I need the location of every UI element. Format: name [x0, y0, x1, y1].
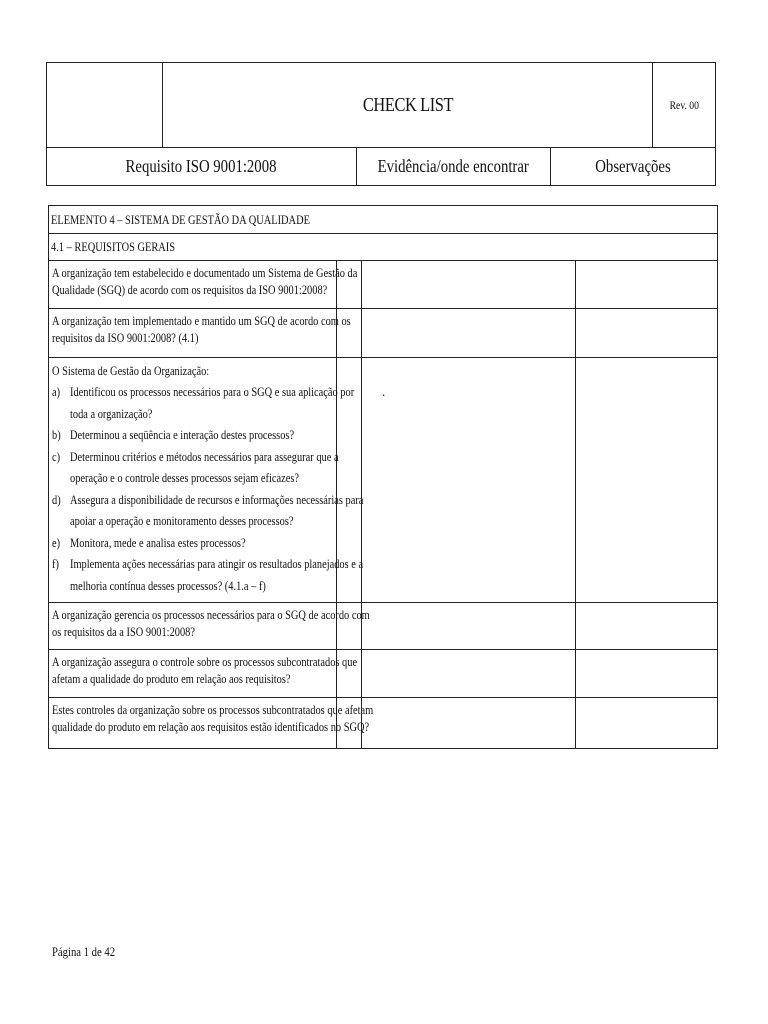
question-text: A organização gerencia os processos necessários para o SGQ de acordo com os requisitos da a ISO 9001:2008?	[49, 603, 337, 649]
header-title-row	[47, 63, 715, 148]
question-gap-cell	[337, 309, 362, 357]
question-text: A organização tem implementado e mantido um SGQ de acordo com os requisitos da ISO 9001:2008? (4.1)	[49, 309, 337, 357]
evidence-cell[interactable]	[362, 309, 576, 357]
revision-cell	[652, 63, 715, 147]
question-gap-cell	[337, 603, 362, 649]
checklist-table	[48, 205, 718, 749]
column-header-requirement: Requisito ISO 9001:2008	[47, 148, 357, 185]
subsection-title: 4.1 – REQUISITOS GERAIS	[51, 239, 176, 254]
question-row	[49, 603, 717, 650]
question-row-list	[49, 358, 717, 603]
evidence-cell[interactable]	[362, 650, 576, 697]
list-intro: O Sistema de Gestão da Organização:	[52, 363, 210, 378]
list-item: c) Determinou critérios e métodos necessários para assegurar que a operação e o controle desses processos sejam eficazes?	[52, 448, 339, 485]
question-gap-cell	[337, 650, 362, 697]
evidence-cell[interactable]	[362, 603, 576, 649]
question-gap-cell	[337, 358, 362, 602]
column-header-row	[47, 148, 715, 185]
section-heading-element	[49, 206, 717, 234]
revision-label: Rev. 00	[669, 97, 699, 112]
question-gap-cell	[337, 698, 362, 748]
observations-cell[interactable]	[576, 650, 719, 697]
column-header-evidence: Evidência/onde encontrar	[357, 148, 551, 185]
observations-cell[interactable]	[576, 309, 719, 357]
question-text: Estes controles da organização sobre os processos subcontratados que afetam qualidade do produto em relação aos requisitos estão identificados no SGQ?	[49, 698, 337, 748]
observations-cell[interactable]	[576, 358, 719, 602]
list-item: a) Identificou os processos necessários para o SGQ e sua aplicação por toda a organização?	[52, 384, 355, 421]
question-row	[49, 698, 717, 748]
question-gap-cell	[337, 261, 362, 308]
question-row	[49, 650, 717, 698]
question-row	[49, 309, 717, 358]
question-row	[49, 261, 717, 309]
list-item: d) Assegura a disponibilidade de recursos e informações necessárias para apoiar a operação e monitoramento desses processos?	[52, 491, 364, 528]
observations-cell[interactable]	[576, 261, 719, 308]
evidence-cell[interactable]	[362, 261, 576, 308]
list-item: f) Implementa ações necessárias para atingir os resultados planejados e a melhoria contínua desses processos? (4.1.a – f)	[52, 556, 364, 593]
column-header-observations: Observações	[595, 156, 671, 176]
evidence-mark: .	[382, 384, 386, 399]
list-item: e) Monitora, mede e analisa estes processos?	[52, 534, 246, 550]
element-title: ELEMENTO 4 – SISTEMA DE GESTÃO DA QUALIDADE	[51, 211, 310, 227]
logo-cell	[47, 63, 163, 147]
checklist-header	[46, 62, 716, 186]
list-item: b) Determinou a seqüência e interação destes processos?	[52, 427, 295, 442]
question-text: A organização tem estabelecido e documentado um Sistema de Gestão da Qualidade (SGQ) de acordo com os requisitos da ISO 9001:2008?	[49, 261, 337, 308]
question-text	[49, 358, 364, 602]
question-text: A organização assegura o controle sobre os processos subcontratados que afetam a qualidade do produto em relação aos requisitos?	[49, 650, 337, 697]
page-number: Página 1 de 42	[52, 944, 116, 959]
evidence-cell[interactable]	[362, 358, 576, 602]
document-title: CHECK LIST	[362, 93, 454, 116]
evidence-cell[interactable]	[362, 698, 576, 748]
observations-cell[interactable]	[576, 698, 719, 748]
observations-cell[interactable]	[576, 603, 719, 649]
section-heading-subsection	[49, 234, 717, 261]
